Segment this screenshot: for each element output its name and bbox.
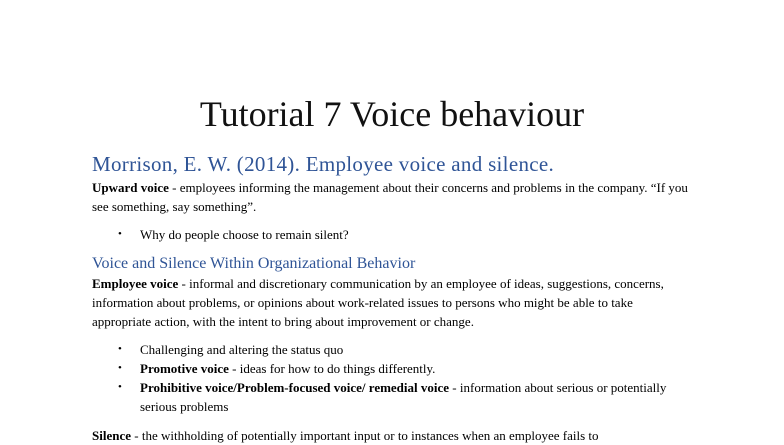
list-item-text: Challenging and altering the status quo — [140, 342, 344, 357]
bullet-icon: • — [118, 362, 122, 374]
employee-voice-term: Employee voice — [92, 276, 179, 291]
upward-voice-term: Upward voice — [92, 180, 169, 195]
bullet-icon: • — [118, 343, 122, 355]
bullet-icon: • — [118, 228, 122, 240]
list-item — [92, 340, 692, 359]
employee-voice-paragraph — [92, 274, 692, 331]
silence-paragraph — [92, 426, 692, 445]
list-item-term: Prohibitive voice/Problem-focused voice/ remedial voice — [140, 380, 450, 395]
list-item-text: - information about serious or potentially serious problems — [140, 380, 667, 414]
upward-voice-text: - employees informing the management about their concerns and problems in the company. “If you see something, say something”. — [92, 180, 688, 214]
employee-voice-text: - informal and discretionary communication by an employee of ideas, suggestions, concerns, information about problems, or opinions about work-related issues to persons who might be able to take appropriate action, with the intent to bring about improvement or change. — [92, 276, 664, 329]
list-item — [92, 378, 692, 416]
list-item — [92, 225, 692, 244]
list-item — [92, 359, 692, 378]
silence-text: - the withholding of potentially important input or to instances when an employee fails to — [131, 428, 599, 443]
question-list — [92, 225, 692, 244]
voice-types-list — [92, 340, 692, 416]
silence-term: Silence — [92, 428, 131, 443]
list-item-text: - ideas for how to do things differently. — [228, 361, 436, 376]
section-heading-voice-silence: Voice and Silence Within Organizational Behavior — [92, 255, 416, 272]
list-item-term: Promotive voice — [140, 361, 229, 376]
upward-voice-paragraph — [92, 178, 692, 216]
list-item-text: Why do people choose to remain silent? — [140, 227, 349, 242]
bullet-icon: • — [118, 381, 122, 393]
section-heading-morrison: Morrison, E. W. (2014). Employee voice and silence. — [92, 152, 555, 176]
page-title: Tutorial 7 Voice behaviour — [199, 94, 585, 134]
